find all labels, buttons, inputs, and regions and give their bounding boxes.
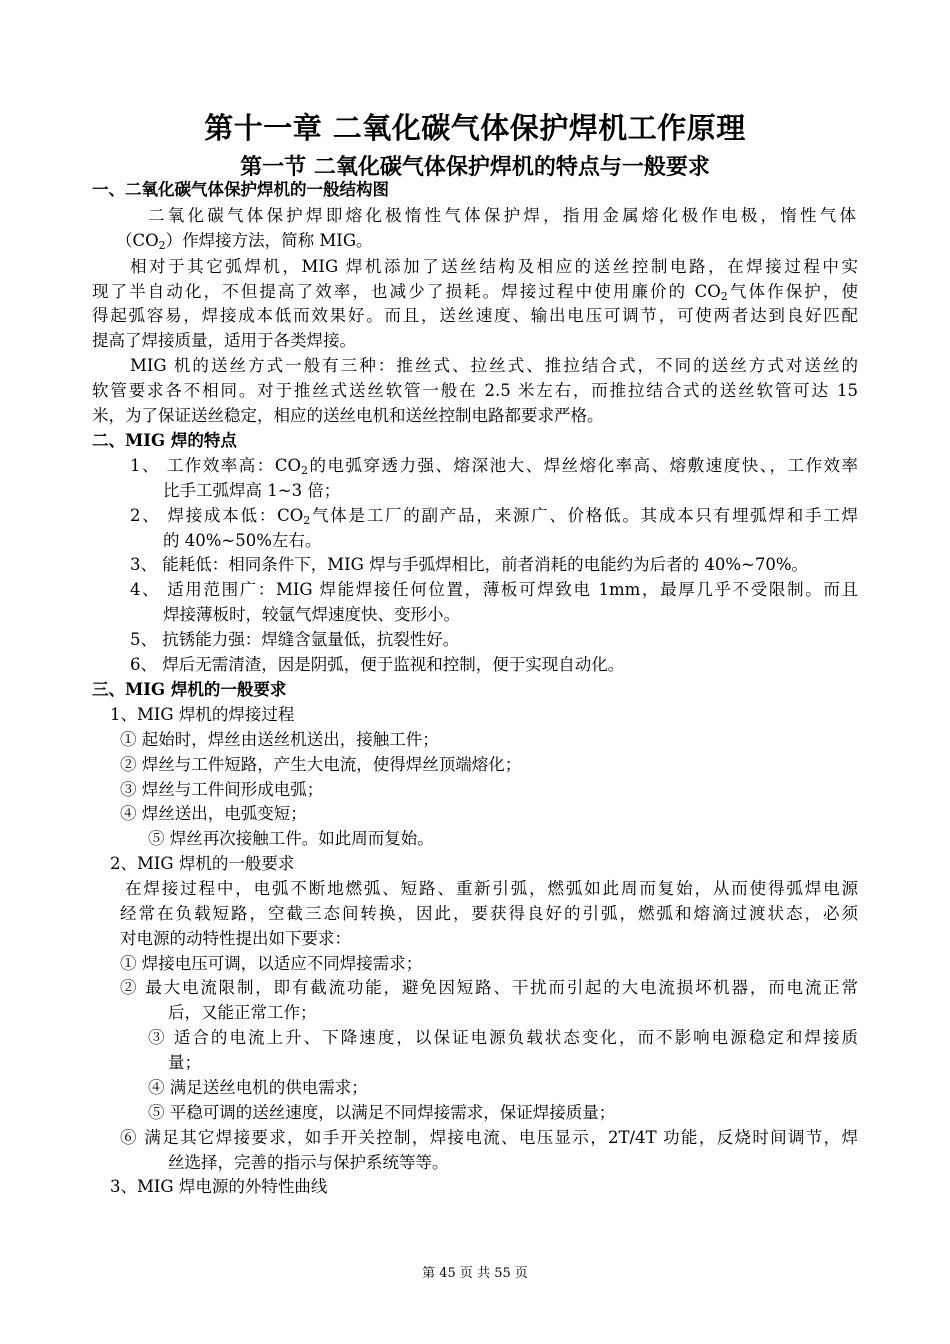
subsection-3-title: 3、MIG 焊电源的外特性曲线 — [110, 1177, 328, 1196]
part1-paragraph1-line2: $(CO_2)$作焊接方法，简称 MIG。 — [116, 231, 373, 252]
requirement-5: ⑤ 平稳可调的送丝速度，以满足不同焊接需求，保证焊接质量； — [148, 1103, 616, 1122]
section-title: 第一节 二氧化碳气体保护焊机的特点与一般要求 — [240, 154, 710, 180]
requirement-2-line2: 后，又能正常工作； — [168, 1003, 317, 1022]
requirement-3-line1: ③ 适合的电流上升、下降速度，以保证电源负载状态变化，而不影响电源稳定和焊接质 — [148, 1028, 858, 1047]
part1-paragraph3-line1: MIG 机的送丝方式一般有三种：推丝式、拉丝式、推拉结合式，不同的送丝方式对送丝的 — [130, 356, 858, 375]
feature-4-line2: 焊接薄板时，较氩气焊速度快、变形小。 — [163, 605, 460, 624]
process-step-3: ③ 焊丝与工件间形成电弧； — [120, 780, 324, 799]
part1-paragraph2-line3: 得起弧容易，焊接成本低而效果好。而且，送丝速度、输出电压可调节，可使两者达到良好匹配 — [92, 306, 858, 325]
part1-paragraph3-line2: 软管要求各不相同。对于推丝式送丝软管一般在 2.5 米左右，而推拉结合式的送丝软管可达 15 — [92, 381, 858, 400]
requirement-4: ④ 满足送丝电机的供电需求； — [148, 1078, 368, 1097]
feature-2-line2: 的 40%~50%左右。 — [163, 531, 322, 550]
part1-heading: 一、二氧化碳气体保护焊机的一般结构图 — [92, 180, 389, 199]
feature-1-line1: 1、 工作效率高：$CO_2$的电弧穿透力强、熔深池大、焊丝熔化率高、熔敷速度快、，工作效率 — [130, 456, 859, 477]
part1-paragraph1-line1: 二氧化碳气体保护焊即熔化极惰性气体保护焊，指用金属熔化极作电极，惰性气体 — [148, 206, 856, 225]
requirement-2-line1: ② 最大电流限制，即有截流功能，避免因短路、干扰而引起的大电流损坏机器，而电流正常 — [120, 978, 858, 997]
subsection-1-title: 1、MIG 焊机的焊接过程 — [110, 705, 295, 724]
feature-1-line2: 比手工弧焊高 1~3 倍； — [163, 481, 341, 500]
subsection-2-paragraph-line3: 对电源的动特性提出如下要求： — [120, 929, 351, 948]
part2-heading: 二、MIG 焊的特点 — [92, 431, 237, 450]
feature-6: 6、 焊后无需清渣，因是阴弧，便于监视和控制，便于实现自动化。 — [130, 655, 625, 674]
requirement-3-line2: 量； — [168, 1053, 201, 1072]
feature-4-line1: 4、 适用范围广：MIG 焊能焊接任何位置，薄板可焊致电 1mm，最厚几乎不受限制。而且 — [130, 580, 858, 599]
subsection-2-paragraph-line1: 在焊接过程中，电弧不断地燃弧、短路、重新引弧，燃弧如此周而复始，从而使得弧焊电源 — [125, 879, 858, 898]
part1-paragraph3-line3: 米，为了保证送丝稳定，相应的送丝电机和送丝控制电路都要求严格。 — [92, 406, 604, 425]
requirement-6-line2: 丝选择，完善的指示与保护系统等等。 — [168, 1153, 449, 1172]
feature-2-line1: 2、 焊接成本低：$CO_2$气体是工厂的副产品，来源广、价格低。其成本只有埋弧焊和手工焊 — [130, 506, 858, 527]
subsection-2-paragraph-line2: 经常在负载短路，空截三态间转换，因此，要获得良好的引弧，燃弧和熔滴过渡状态，必须 — [120, 904, 858, 923]
part1-paragraph2-line4: 提高了焊接质量，适用于各类焊接。 — [92, 331, 356, 350]
chapter-title: 第十一章 二氧化碳气体保护焊机工作原理 — [204, 111, 746, 145]
feature-5: 5、 抗锈能力强：焊缝含氩量低，抗裂性好。 — [130, 630, 460, 649]
requirement-1: ① 焊接电压可调，以适应不同焊接需求； — [120, 954, 423, 973]
process-step-4: ④ 焊丝送出，电弧变短； — [120, 804, 307, 823]
requirement-6-line1: ⑥ 满足其它焊接要求，如手开关控制，焊接电流、电压显示，2T/4T 功能，反烧时间调节，焊 — [120, 1128, 858, 1147]
process-step-5: ⑤ 焊丝再次接触工件。如此周而复始。 — [148, 829, 434, 848]
part1-paragraph2-line2: 现了半自动化，不但提高了效率，也减少了损耗。焊接过程中使用廉价的 $CO_2$气体作保护，使 — [92, 282, 858, 303]
process-step-2: ② 焊丝与工件短路，产生大电流，使得焊丝顶端熔化； — [120, 755, 522, 774]
process-step-1: ① 起始时，焊丝由送丝机送出，接触工件； — [120, 730, 439, 749]
page-number-footer: 第 45 页 共 55 页 — [422, 1266, 528, 1281]
subsection-2-title: 2、MIG 焊机的一般要求 — [110, 854, 295, 873]
part3-heading: 三、MIG 焊机的一般要求 — [92, 680, 287, 699]
feature-3: 3、 能耗低：相同条件下，MIG 焊与手弧焊相比，前者消耗的电能约为后者的 40%~70%。 — [130, 555, 808, 574]
part1-paragraph2-line1: 相对于其它弧焊机，MIG 焊机添加了送丝结构及相应的送丝控制电路，在焊接过程中实 — [130, 257, 858, 276]
